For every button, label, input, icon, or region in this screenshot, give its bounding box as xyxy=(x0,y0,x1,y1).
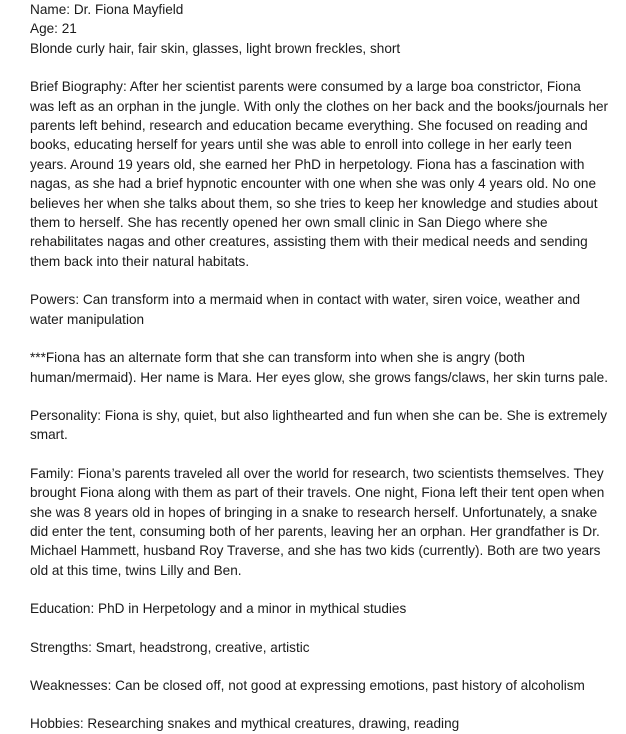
biography-line: was left as an orphan in the jungle. With only the clothes on her back and the books/journals her xyxy=(30,98,609,114)
age-line: Age: 21 xyxy=(30,21,77,37)
powers-paragraph xyxy=(30,290,620,329)
alternate-form-line: human/mermaid). Her name is Mara. Her eyes glow, she grows fangs/claws, her skin turns pale. xyxy=(30,369,608,385)
biography-line: parents left behind, research and education became everything. She focused on reading and xyxy=(30,118,588,134)
family-line: brought Fiona along with them as part of their travels. One night, Fiona left their tent open when xyxy=(30,485,605,501)
alternate-form-paragraph xyxy=(30,348,620,387)
spacer xyxy=(30,58,620,77)
alternate-form-line: ***Fiona has an alternate form that she can transform into when she is angry (both xyxy=(30,350,525,366)
strengths-line: Strengths: Smart, headstrong, creative, artistic xyxy=(30,639,310,655)
spacer xyxy=(30,580,620,599)
biography-line: Brief Biography: After her scientist parents were consumed by a large boa constrictor, Fiona xyxy=(30,79,581,95)
biography-line: rehabilitates nagas and other creatures, assisting them with their medical needs and sending xyxy=(30,234,588,250)
personality-line: Personality: Fiona is shy, quiet, but also lighthearted and fun when she can be. She is extremely xyxy=(30,407,608,423)
powers-line: water manipulation xyxy=(30,311,145,327)
family-line: did enter the tent, consuming both of her parents, leaving her an orphan. Her grandfather is Dr. xyxy=(30,523,600,539)
spacer xyxy=(30,387,620,406)
appearance-line: Blonde curly hair, fair skin, glasses, light brown freckles, short xyxy=(30,40,401,56)
spacer xyxy=(30,657,620,676)
biography-line: years. Around 19 years old, she earned her PhD in herpetology. Fiona has a fascination with xyxy=(30,156,585,172)
family-line: old at this time, twins Lilly and Ben. xyxy=(30,562,242,578)
powers-line: Powers: Can transform into a mermaid when in contact with water, siren voice, weather and xyxy=(30,292,581,308)
family-line: she was 8 years old in hopes of bringing in a snake to research herself. Unfortunately, a snake xyxy=(30,504,598,520)
biography-paragraph xyxy=(30,77,620,271)
header-block xyxy=(30,0,620,58)
spacer xyxy=(30,619,620,638)
personality-line: smart. xyxy=(30,427,68,443)
biography-line: nagas, as she had a brief hypnotic encounter with one when she was only 4 years old. No one xyxy=(30,176,597,192)
name-line: Name: Dr. Fiona Mayfield xyxy=(30,2,184,17)
biography-line: them to herself. She has recently opened her own small clinic in San Diego where she xyxy=(30,215,548,231)
education-line: Education: PhD in Herpetology and a minor in mythical studies xyxy=(30,601,407,617)
personality-paragraph xyxy=(30,406,620,445)
biography-line: believes her when she talks about them, so she tries to keep her knowledge and studies about xyxy=(30,195,598,211)
family-line: Family: Fiona’s parents traveled all over the world for research, two scientists themselves. They xyxy=(30,465,604,481)
family-paragraph xyxy=(30,464,620,580)
character-profile-document xyxy=(30,0,620,734)
weaknesses-line: Weaknesses: Can be closed off, not good at expressing emotions, past history of alcoholism xyxy=(30,677,585,693)
spacer xyxy=(30,445,620,464)
spacer xyxy=(30,695,620,714)
spacer xyxy=(30,271,620,290)
family-line: Michael Hammett, husband Roy Traverse, and she has two kids (currently). Both are two years xyxy=(30,543,601,559)
biography-line: books, educating herself for years until she was able to enroll into college in her early teen xyxy=(30,137,572,153)
spacer xyxy=(30,329,620,348)
hobbies-line: Hobbies: Researching snakes and mythical creatures, drawing, reading xyxy=(30,716,460,732)
biography-line: them back into their natural habitats. xyxy=(30,253,250,269)
